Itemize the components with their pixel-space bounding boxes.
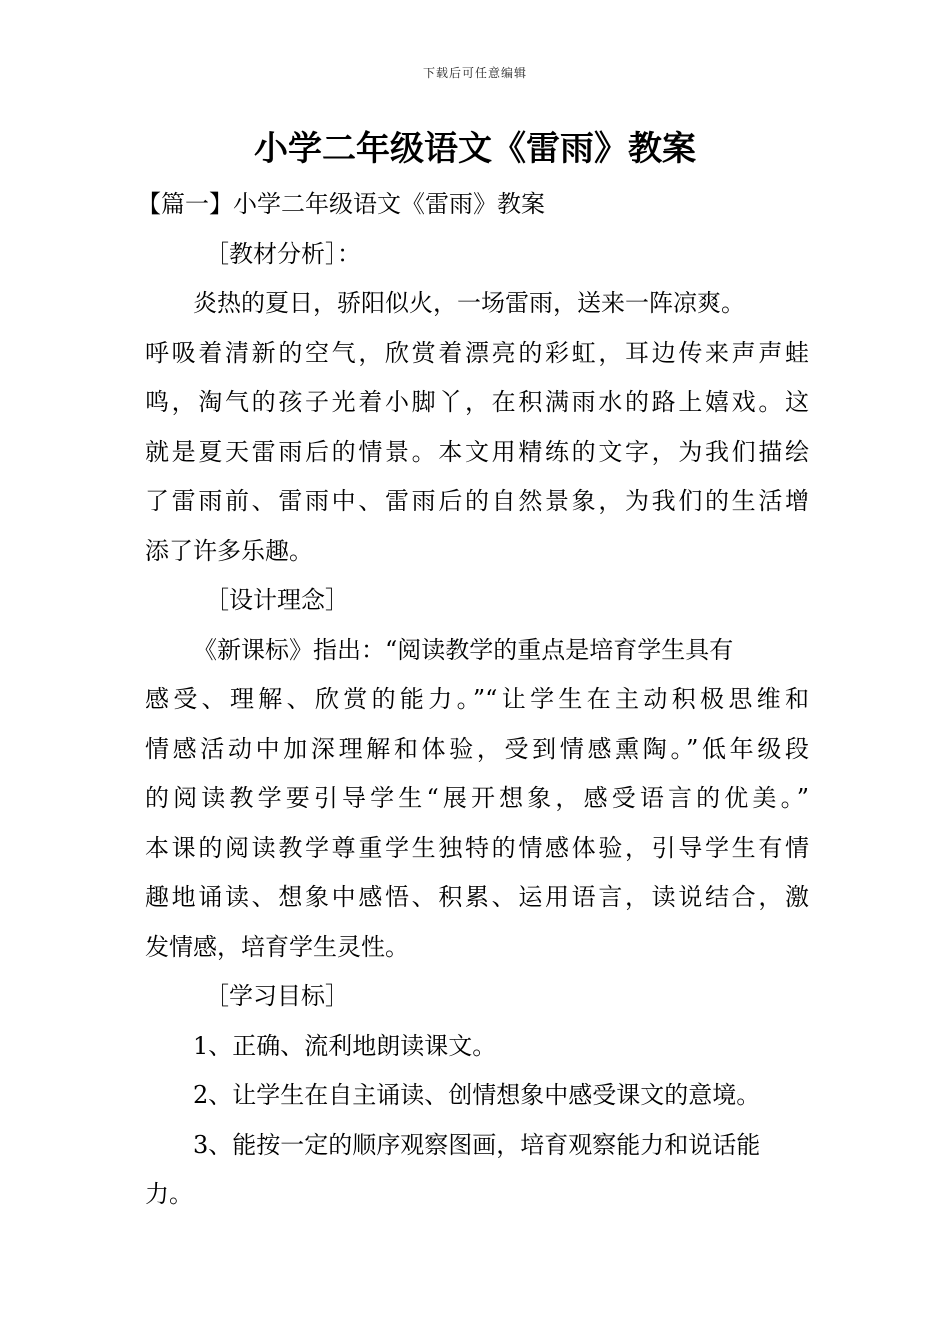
header-note: 下载后可任意编辑 [422,66,527,80]
paragraph-line: 炎热的夏日，骄阳似火，一场雷雨，送来一阵凉爽。 [193,289,745,317]
paragraph-line: 本课的阅读教学尊重学生独特的情感体验，引导学生有情 [145,833,809,862]
heading-analysis [145,230,809,280]
goal-item-text: 3、能按一定的顺序观察图画，培育观察能力和说话能 [193,1130,761,1159]
paragraph-line: 感受、理解、欣赏的能力。”“让学生在主动积极思维和 [145,685,809,713]
paragraph-line: 鸣，淘气的孩子光着小脚丫，在积满雨水的路上嬉戏。这 [145,388,809,416]
paragraph-line: 趣地诵读、想象中感悟、积累、运用语言，读说结合，激 [145,883,809,911]
document-body [137,180,809,1220]
goal-item-text: 力。 [145,1180,193,1208]
heading-goals [145,972,809,1022]
heading-analysis-text: ［教材分析］： [205,239,361,268]
goal-item-text: 1、正确、流利地朗读课文。 [193,1031,497,1060]
paragraph-concept [145,626,809,973]
goal-item-2 [145,1071,809,1121]
paragraph-line: 发情感，培育学生灵性。 [145,932,409,961]
paragraph-line: 就是夏天雷雨后的情景。本文用精练的文字，为我们描绘 [145,437,809,466]
paragraph-analysis [145,279,809,576]
paragraph-line: 情感活动中加深理解和体验，受到情感熏陶。”低年级段 [145,734,809,763]
goal-item-text: 2、让学生在自主诵读、创情想象中感受课文的意境。 [193,1081,761,1109]
goal-item-1 [145,1022,809,1072]
section-label [137,180,809,230]
paragraph-line: 添了许多乐趣。 [145,536,313,565]
paragraph-line: 呼吸着清新的空气，欣赏着漂亮的彩虹，耳边传来声声蛙 [145,338,809,367]
goal-item-3 [145,1121,809,1220]
paragraph-line: 的阅读教学要引导学生“展开想象，感受语言的优美。” [145,784,809,812]
paragraph-line: 了雷雨前、雷雨中、雷雨后的自然景象，为我们的生活增 [145,487,809,515]
heading-concept-text: ［设计理念］ [205,586,349,614]
heading-concept [145,576,809,626]
document-title: 小学二年级语文《雷雨》教案 [254,129,696,169]
section-label-text: 【篇一】小学二年级语文《雷雨》教案 [137,190,545,218]
heading-goals-text: ［学习目标］ [205,982,349,1010]
paragraph-line: 《新课标》指出：“阅读教学的重点是培育学生具有 [193,635,734,664]
